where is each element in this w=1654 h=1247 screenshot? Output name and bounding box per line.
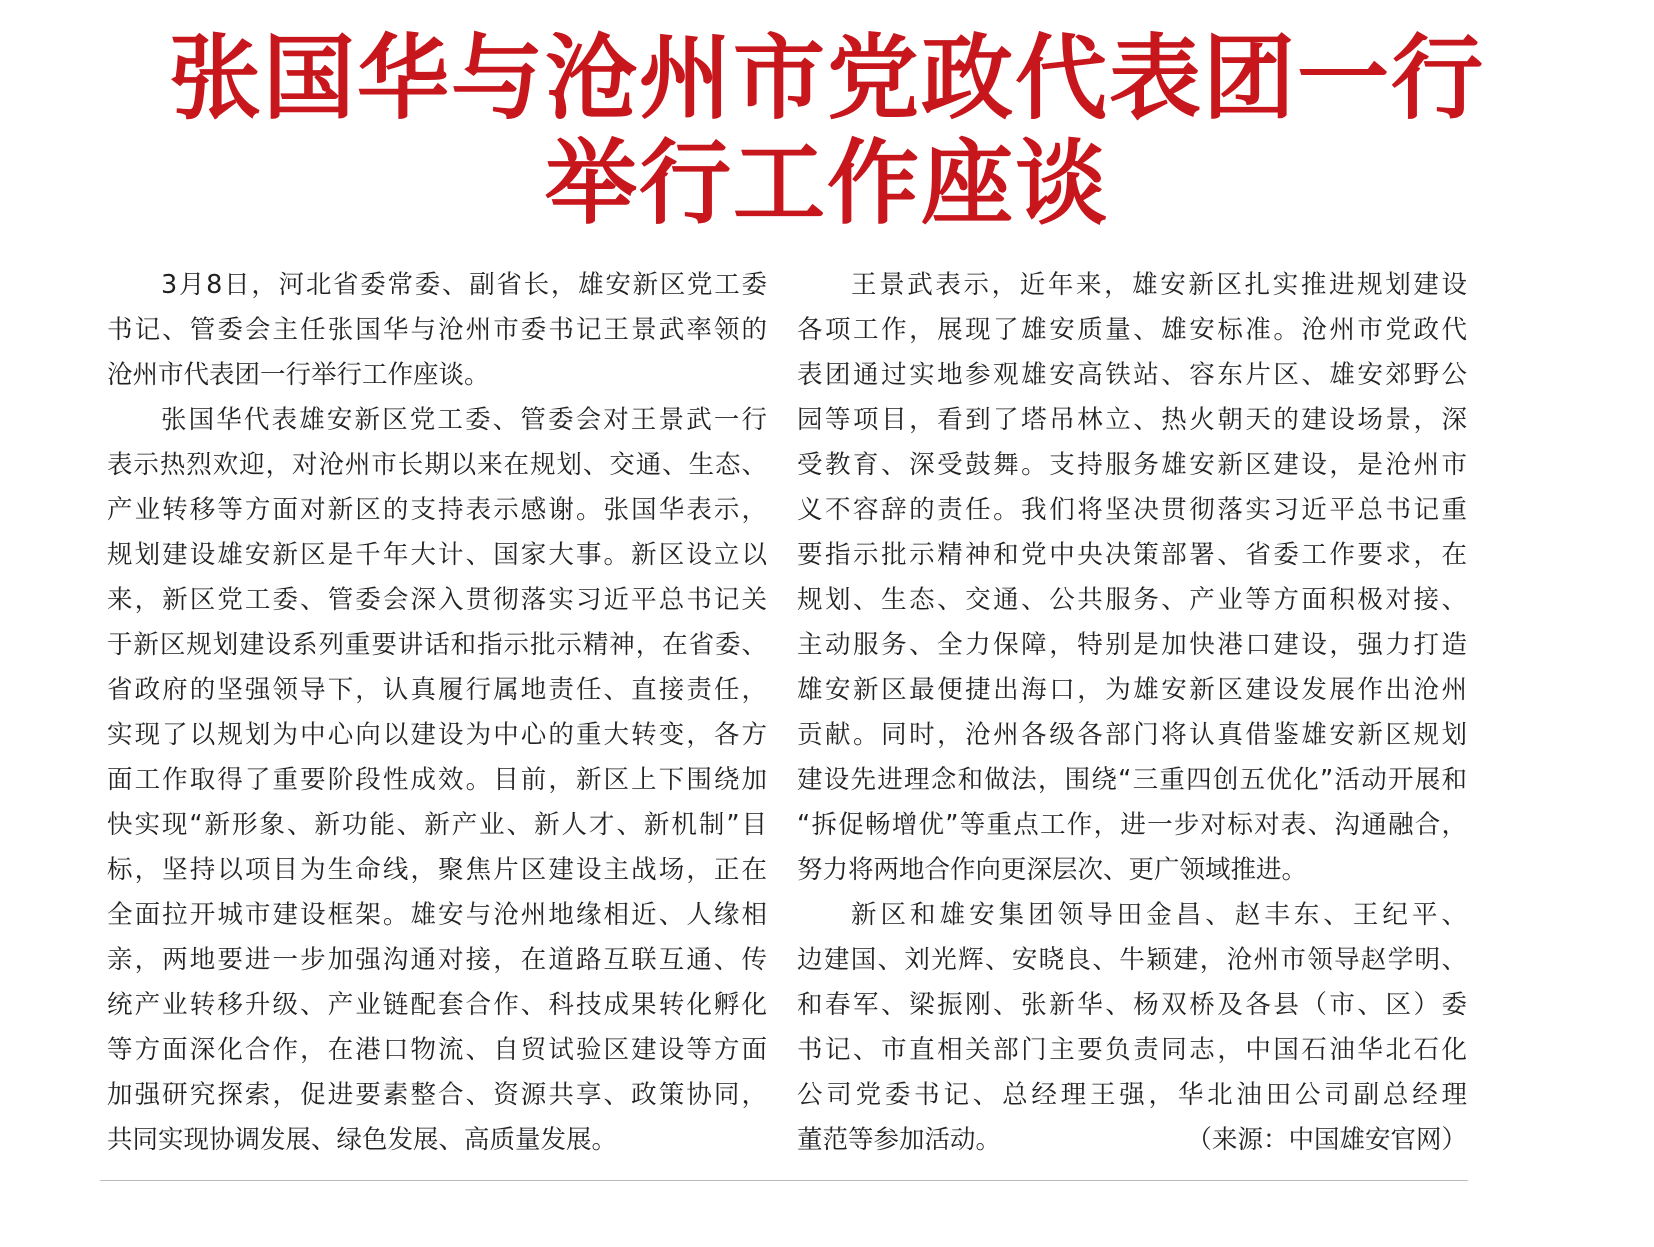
paragraph [797,893,1467,1163]
paragraph-line: 贡献。同时，沧州各级各部门将认真借鉴雄安新区规划 [797,720,1467,750]
paragraph-line: 规划建设雄安新区是千年大计、国家大事。新区设立以 [107,540,767,570]
paragraph-line: 表团通过实地参观雄安高铁站、容东片区、雄安郊野公 [797,360,1467,390]
article-title [0,26,1654,236]
article-title-line: 张国华与沧州市党政代表团一行 [168,24,1485,132]
paragraph-line: “拆促畅增优”等重点工作，进一步对标对表、沟通融合， [797,810,1467,840]
paragraph-line: 面工作取得了重要阶段性成效。目前，新区上下围绕加 [107,765,767,795]
paragraph-line: 公司党委书记、总经理王强，华北油田公司副总经理 [797,1080,1467,1110]
paragraph-line: 3月8日，河北省委常委、副省长，雄安新区党工委 [161,270,767,300]
paragraph-line: 新区和雄安集团领导田金昌、赵丰东、王纪平、 [851,900,1467,930]
paragraph [797,263,1467,893]
paragraph-line: 边建国、刘光辉、安晓良、牛颖建，沧州市领导赵学明、 [797,945,1467,975]
paragraph-line: 建设先进理念和做法，围绕“三重四创五优化”活动开展和 [797,765,1467,795]
paragraph-line: 书记、管委会主任张国华与沧州市委书记王景武率领的 [107,315,767,345]
paragraph-line: 加强研究探索，促进要素整合、资源共享、政策协同， [107,1080,767,1110]
paragraph-line [797,1118,1467,1163]
paragraph-line: 主动服务、全力保障，特别是加快港口建设，强力打造 [797,630,1467,660]
article-column-left [107,263,767,1163]
paragraph-line: 受教育、深受鼓舞。支持服务雄安新区建设，是沧州市 [797,450,1467,480]
paragraph-line: 全面拉开城市建设框架。雄安与沧州地缘相近、人缘相 [107,900,767,930]
paragraph-line: 沧州市代表团一行举行工作座谈。 [107,360,490,390]
paragraph-line: 王景武表示，近年来，雄安新区扎实推进规划建设 [851,270,1467,300]
paragraph [107,263,767,398]
paragraph-line: 于新区规划建设系列重要讲话和指示批示精神，在省委、 [107,630,767,660]
paragraph-line: 统产业转移升级、产业链配套合作、科技成果转化孵化 [107,990,767,1020]
paragraph-line: 要指示批示精神和党中央决策部署、省委工作要求，在 [797,540,1467,570]
paragraph-line: 各项工作，展现了雄安质量、雄安标准。沧州市党政代 [797,315,1467,345]
article-title-line: 举行工作座谈 [544,129,1109,237]
paragraph-line: 来，新区党工委、管委会深入贯彻落实习近平总书记关 [107,585,767,615]
paragraph-line: 产业转移等方面对新区的支持表示感谢。张国华表示， [107,495,767,525]
bottom-divider [100,1180,1468,1181]
paragraph [107,398,767,1163]
paragraph-line: 快实现“新形象、新功能、新产业、新人才、新机制”目 [107,810,767,840]
paragraph-line-text: 董范等参加活动。 [797,1125,1002,1155]
paragraph-line: 和春军、梁振刚、张新华、杨双桥及各县（市、区）委 [797,990,1467,1020]
paragraph-line: 园等项目，看到了塔吊林立、热火朝天的建设场景，深 [797,405,1467,435]
paragraph-line: 省政府的坚强领导下，认真履行属地责任、直接责任， [107,675,767,705]
paragraph-line: 努力将两地合作向更深层次、更广领域推进。 [797,855,1308,885]
paragraph-line: 表示热烈欢迎，对沧州市长期以来在规划、交通、生态、 [107,450,767,480]
paragraph-line: 雄安新区最便捷出海口，为雄安新区建设发展作出沧州 [797,675,1467,705]
paragraph-line: 等方面深化合作，在港口物流、自贸试验区建设等方面 [107,1035,767,1065]
paragraph-line: 书记、市直相关部门主要负责同志，中国石油华北石化 [797,1035,1467,1065]
paragraph-line: 标，坚持以项目为生命线，聚焦片区建设主战场，正在 [107,855,767,885]
paragraph-line: 张国华代表雄安新区党工委、管委会对王景武一行 [161,405,767,435]
paragraph-line: 规划、生态、交通、公共服务、产业等方面积极对接、 [797,585,1467,615]
article-column-right [797,263,1467,1163]
paragraph-line: 实现了以规划为中心向以建设为中心的重大转变，各方 [107,720,767,750]
paragraph-line: 亲，两地要进一步加强沟通对接，在道路互联互通、传 [107,945,767,975]
source-credit: （来源：中国雄安官网） [1186,1125,1467,1155]
paragraph-line: 义不容辞的责任。我们将坚决贯彻落实习近平总书记重 [797,495,1467,525]
paragraph-line: 共同实现协调发展、绿色发展、高质量发展。 [107,1125,618,1155]
